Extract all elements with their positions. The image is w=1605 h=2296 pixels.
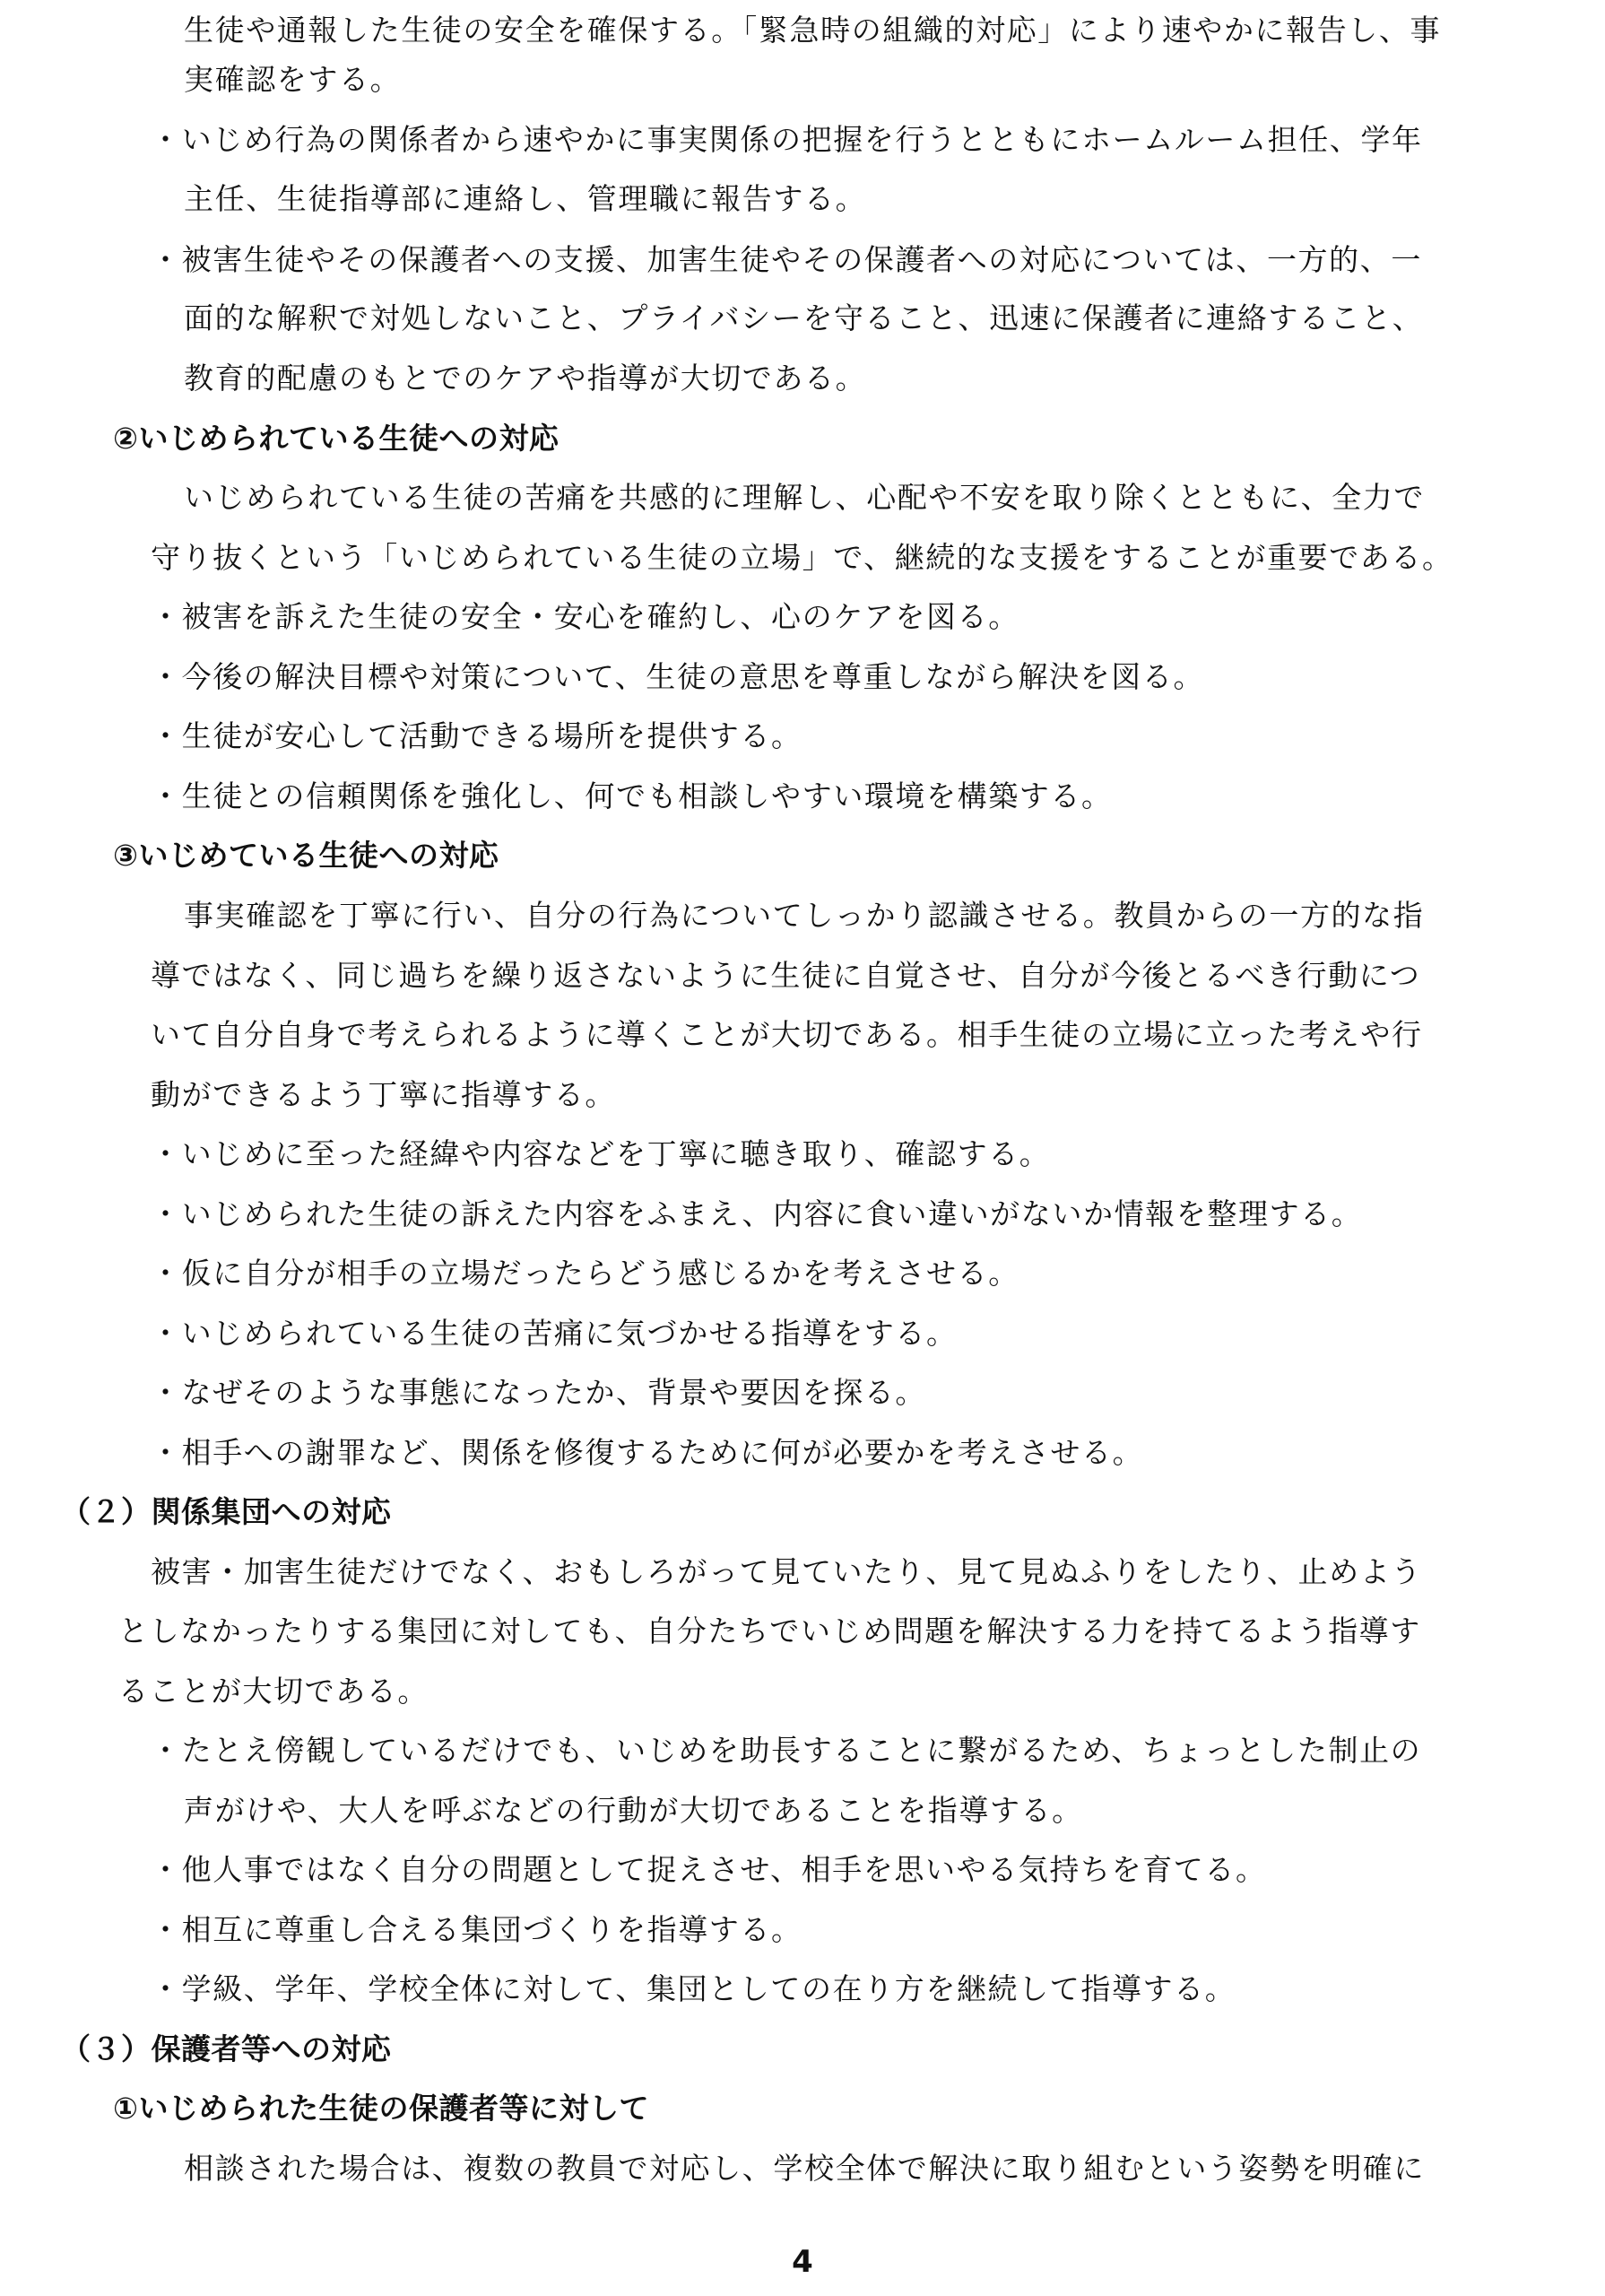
bullet-item: ・いじめられている生徒の苦痛に気づかせる指導をする。	[151, 1316, 958, 1351]
bullet-item: ・被害生徒やその保護者への支援、加害生徒やその保護者への対応については、一方的、一	[151, 242, 1422, 277]
text-line: いて自分自身で考えられるように導くことが大切である。相手生徒の立場に立った考えや行	[151, 1017, 1423, 1052]
bullet-item: ・生徒が安心して活動できる場所を提供する。	[151, 718, 802, 753]
bullet-item: ・学級、学年、学校全体に対して、集団としての在り方を継続して指導する。	[151, 1971, 1236, 2006]
page-number: 4	[792, 2244, 813, 2280]
bullet-item: ・いじめられた生徒の訴えた内容をふまえ、内容に食い違いがないか情報を整理する。	[151, 1196, 1363, 1231]
bullet-item: ・仮に自分が相手の立場だったらどう感じるかを考えさせる。	[151, 1256, 1019, 1291]
section-heading: ③いじめている生徒への対応	[113, 838, 499, 873]
bullet-item: ・被害を訴えた生徒の安全・安心を確約し、心のケアを図る。	[151, 599, 1019, 634]
text-line: いじめられている生徒の苦痛を共感的に理解し、心配や不安を取り除くとともに、全力で	[184, 480, 1425, 515]
text-line: 主任、生徒指導部に連絡し、管理職に報告する。	[184, 181, 867, 216]
bullet-item: ・相互に尊重し合える集団づくりを指導する。	[151, 1912, 802, 1947]
text-line: 生徒や通報した生徒の安全を確保する。「緊急時の組織的対応」により速やかに報告し、事	[184, 13, 1442, 48]
bullet-item: ・なぜそのような事態になったか、背景や要因を探る。	[151, 1375, 926, 1410]
bullet-item: ・相手への謝罪など、関係を修復するために何が必要かを考えさせる。	[151, 1435, 1144, 1470]
text-line: ることが大切である。	[118, 1674, 429, 1709]
text-line: 教育的配慮のもとでのケアや指導が大切である。	[184, 361, 867, 396]
bullet-item: ・たとえ傍観しているだけでも、いじめを助長することに繋がるため、ちょっとした制止の	[151, 1733, 1422, 1768]
section-heading: ②いじめられている生徒への対応	[113, 421, 560, 456]
bullet-item: ・今後の解決目標や対策について、生徒の意思を尊重しながら解決を図る。	[151, 659, 1205, 694]
text-line: 相談された場合は、複数の教員で対応し、学校全体で解決に取り組むという姿勢を明確に	[184, 2151, 1425, 2186]
bullet-item: ・他人事ではなく自分の問題として捉えさせ、相手を思いやる気持ちを育てる。	[151, 1852, 1267, 1887]
bullet-item: ・生徒との信頼関係を強化し、何でも相談しやすい環境を構築する。	[151, 778, 1113, 813]
section-heading: （３）保護者等への対応	[61, 2031, 392, 2066]
text-line: 動ができるよう丁寧に指導する。	[151, 1077, 616, 1112]
text-line: 事実確認を丁寧に行い、自分の行為についてしっかり認識させる。教員からの一方的な指	[184, 898, 1425, 933]
section-heading: （２）関係集団への対応	[61, 1494, 392, 1529]
text-line: 声がけや、大人を呼ぶなどの行動が大切であることを指導する。	[184, 1793, 1083, 1828]
text-line: 実確認をする。	[184, 62, 402, 97]
text-line: 被害・加害生徒だけでなく、おもしろがって見ていたり、見て見ぬふりをしたり、止めよう	[151, 1554, 1422, 1589]
bullet-item: ・いじめに至った経緯や内容などを丁寧に聴き取り、確認する。	[151, 1136, 1051, 1171]
text-line: としなかったりする集団に対しても、自分たちでいじめ問題を解決する力を持てるよう指導す	[118, 1613, 1421, 1648]
section-heading: ①いじめられた生徒の保護者等に対して	[113, 2091, 649, 2126]
bullet-item: ・いじめ行為の関係者から速やかに事実関係の把握を行うとともにホームルーム担任、学年	[151, 122, 1423, 157]
text-line: 導ではなく、同じ過ちを繰り返さないように生徒に自覚させ、自分が今後とるべき行動につ	[151, 958, 1421, 993]
text-line: 守り抜くという「いじめられている生徒の立場」で、継続的な支援をすることが重要である。	[151, 540, 1453, 575]
text-line: 面的な解釈で対処しないこと、プライバシーを守ること、迅速に保護者に連絡すること、	[184, 300, 1424, 335]
